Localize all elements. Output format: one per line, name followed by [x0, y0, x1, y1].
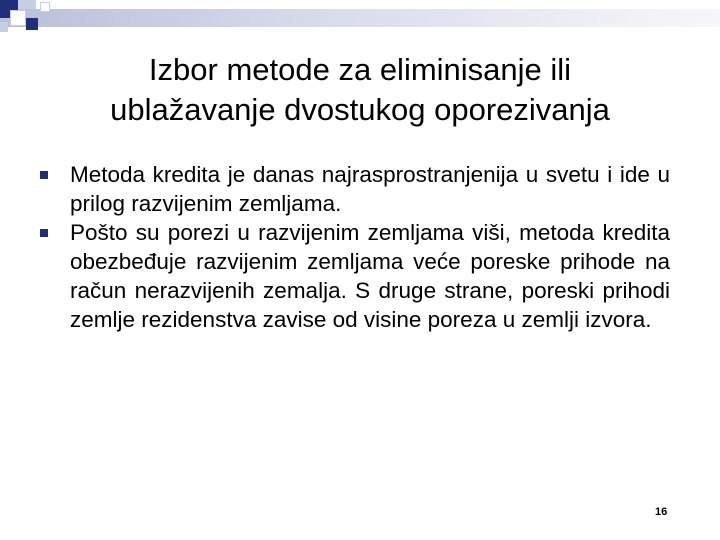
header-gradient-bar: [0, 9, 720, 27]
square-bullet-icon: [40, 171, 48, 179]
deco-square-grey-left: [0, 22, 8, 32]
slide-title-line1: Izbor metode za eliminisanje ili: [148, 52, 572, 87]
deco-square-grey: [18, 0, 36, 9]
deco-square-navy-small: [26, 18, 38, 30]
page-number: 16: [655, 506, 668, 518]
slide-title-line2: ublažavanje dvostukog oporezivanja: [110, 92, 610, 127]
bullet-text: Pošto su porezi u razvijenim zemljama viši, metoda kredita obezbeđuje razvijenim zemljama veće poreske prihode na račun nerazvijenih zemalja. S druge strane, poreski prihodi zemlje rezidenstva zavise od visine poreza u zemlji izvora.: [70, 220, 670, 332]
deco-square-outline: [40, 2, 50, 12]
square-bullet-icon: [40, 229, 48, 237]
bullet-item: [40, 160, 670, 218]
bullet-item: [40, 218, 670, 334]
bullet-text: Metoda kredita je danas najrasprostranjenija u svetu i ide u prilog razvijenim zemljama.: [70, 162, 670, 216]
bullet-list: [40, 160, 670, 334]
deco-square-white: [10, 10, 26, 26]
slide-title: [40, 50, 680, 130]
